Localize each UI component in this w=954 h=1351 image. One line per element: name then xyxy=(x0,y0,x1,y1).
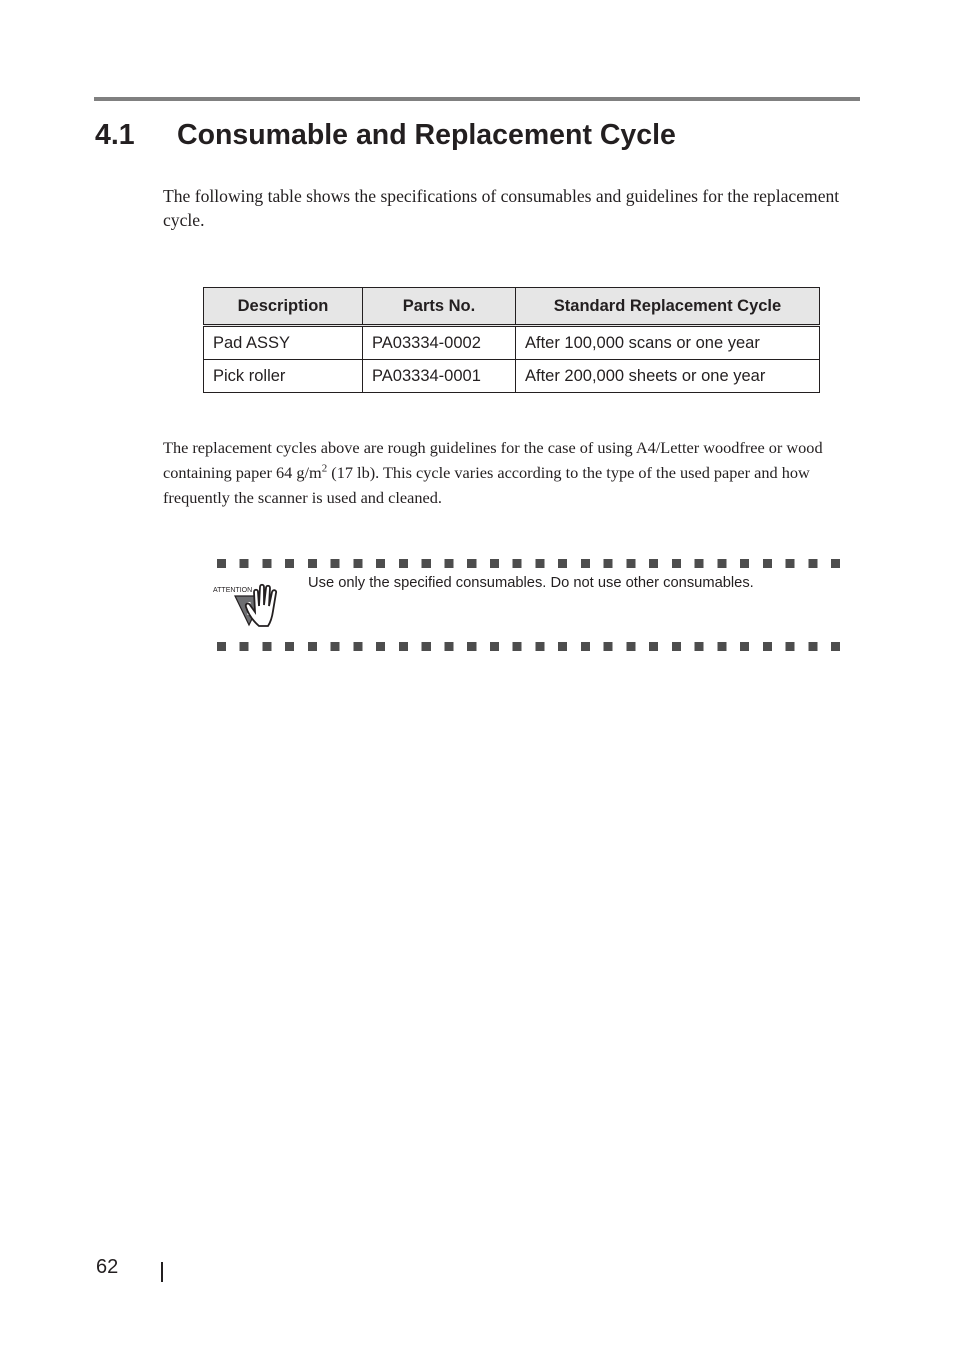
table-cell: After 100,000 scans or one year xyxy=(516,326,820,360)
table-cell: PA03334-0002 xyxy=(363,326,516,360)
column-header-replacement-cycle: Standard Replacement Cycle xyxy=(516,288,820,326)
top-rule xyxy=(94,97,860,101)
note-text-start: The replacement cycles above are rough guidelines for the case of using A4/Letter woodfree or wood containing paper 64 g/m xyxy=(163,438,823,482)
table-header-row xyxy=(204,288,820,326)
hand-warning-icon xyxy=(232,580,292,630)
attention-bottom-divider xyxy=(217,642,845,651)
table-cell: Pad ASSY xyxy=(204,326,363,360)
column-header-description: Description xyxy=(204,288,363,326)
intro-paragraph: The following table shows the specifications of consumables and guidelines for the replacement cycle. xyxy=(163,186,840,230)
note-text-end: (17 lb). This cycle varies according to the type of the used paper and how frequently the scanner is used and cleaned. xyxy=(163,463,810,507)
section-title: Consumable and Replacement Cycle xyxy=(177,119,676,151)
page-number: 62 xyxy=(96,1256,119,1278)
consumables-table xyxy=(203,287,820,393)
table-row xyxy=(204,360,820,393)
attention-message: Use only the specified consumables. Do not use other consumables. xyxy=(308,575,754,591)
page-number-divider xyxy=(161,1262,163,1282)
table-cell: After 200,000 sheets or one year xyxy=(516,360,820,393)
column-header-parts-no: Parts No. xyxy=(363,288,516,326)
table-cell: PA03334-0001 xyxy=(363,360,516,393)
note-paragraph xyxy=(163,435,853,510)
attention-top-divider xyxy=(217,559,845,568)
table-row xyxy=(204,326,820,360)
note-superscript: 2 xyxy=(321,462,328,475)
section-number: 4.1 xyxy=(95,119,135,151)
table-cell: Pick roller xyxy=(204,360,363,393)
attention-hand-icon xyxy=(212,578,296,630)
attention-icon-label: ATTENTION xyxy=(213,587,253,594)
section-heading xyxy=(95,115,676,155)
